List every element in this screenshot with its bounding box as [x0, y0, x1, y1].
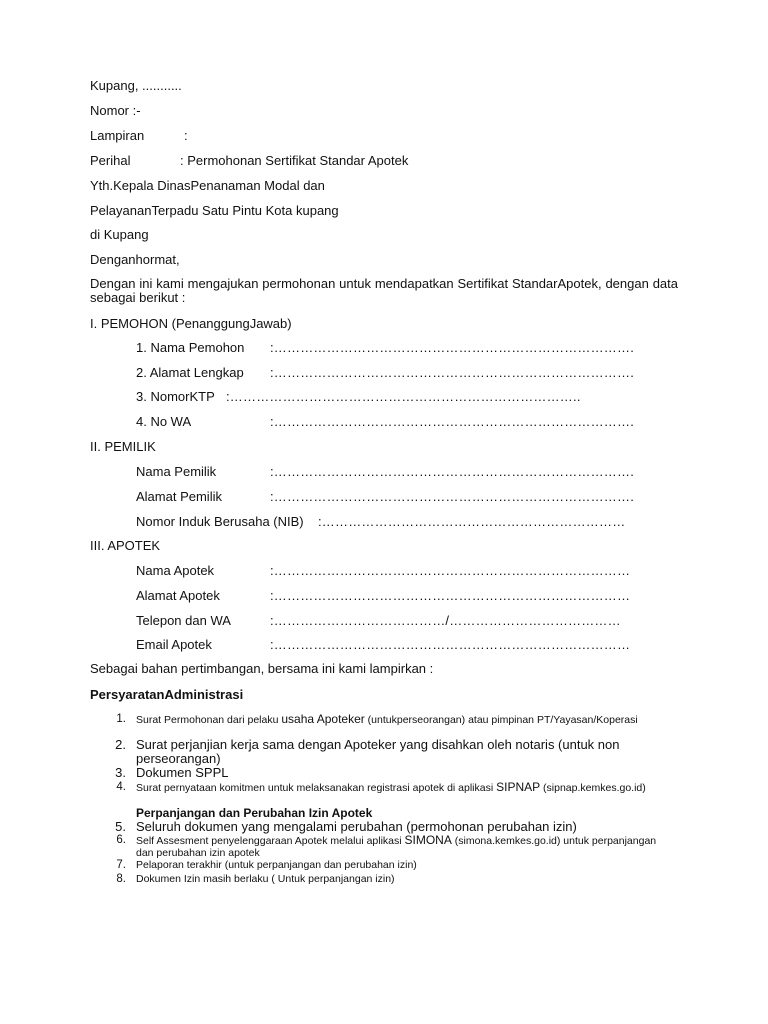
field-label: Telepon dan WA [136, 613, 231, 628]
letter-number: Nomor :- [90, 103, 141, 118]
field-label: Nama Pemilik [136, 464, 217, 479]
list-number: 3. [115, 765, 126, 780]
list-item: Surat perjanjian kerja sama dengan Apoteker yang disahkan oleh notaris (untuk non perseorangan) [136, 737, 620, 766]
field-label: Alamat Apotek [136, 588, 220, 603]
list-item: Self Assesment penyelenggaraan Apotek melalui aplikasi SIMONA (simona.kemkes.go.id) untuk perpanjangan dan perubahan izin apotek [136, 833, 657, 859]
subject-label: Perihal [90, 153, 131, 168]
field-label: 4. No WA [136, 414, 192, 429]
list-number: 7. [116, 859, 126, 871]
fill-in-dots: :………………………………………………………………………. [270, 340, 635, 355]
fill-in-dots: :………………………………………………………………………. [270, 414, 635, 429]
section-pharmacy-title: III. APOTEK [90, 538, 161, 553]
field-label: Email Apotek [136, 637, 212, 652]
list-number: 1. [116, 713, 126, 725]
greeting: Denganhormat, [90, 252, 180, 267]
list-item: Dokumen SPPL [136, 765, 229, 780]
fill-in-dots: :………………………………………………………………………. [270, 464, 635, 479]
section-owner-title: II. PEMILIK [90, 439, 156, 454]
field-label: 3. NomorKTP [136, 389, 215, 404]
list-item: Surat pernyataan komitmen untuk melaksanakan registrasi apotek di aplikasi SIPNAP (sipnap.kemkes.go.id) [136, 780, 646, 794]
fill-in-dots: :………………………………………………………………………. [270, 489, 635, 504]
fill-in-dots: :…………………………………………………………… [318, 514, 626, 529]
attachment-line [90, 128, 144, 143]
list-number: 6. [116, 834, 126, 846]
fill-in-dots: :…………………………………/………………………………… [270, 613, 621, 628]
list-item: Surat Permohonan dari pelaku usaha Apoteker (untukperseorangan) atau pimpinan PT/Yayasan/Koperasi [136, 712, 638, 726]
list-item: Pelaporan terakhir (untuk perpanjangan dan perubahan izin) [136, 859, 417, 871]
list-item: Seluruh dokumen yang mengalami perubahan (permohonan perubahan izin) [136, 819, 577, 834]
requirements-title: PersyaratanAdministrasi [90, 687, 244, 702]
list-number: 5. [115, 819, 126, 834]
intro-paragraph: Dengan ini kami mengajukan permohonan untuk mendapatkan Sertifikat StandarApotek, dengan data sebagai berikut : [90, 276, 678, 305]
recipient-line-2: PelayananTerpadu Satu Pintu Kota kupang [90, 203, 339, 218]
renewal-title: Perpanjangan dan Perubahan Izin Apotek [136, 806, 373, 820]
field-label: 1. Nama Pemohon [136, 340, 245, 355]
field-label: Nama Apotek [136, 563, 215, 578]
section-applicant-title: I. PEMOHON (PenanggungJawab) [90, 316, 292, 331]
place-date: Kupang, ........... [90, 78, 182, 93]
attachment-label: Lampiran [90, 128, 145, 143]
recipient-line-1: Yth.Kepala DinasPenanaman Modal dan [90, 178, 325, 193]
recipient-line-3: di Kupang [90, 227, 149, 242]
fill-in-dots: :…………………………………………………………………….. [226, 389, 581, 404]
field-label: Nomor Induk Berusaha (NIB) [136, 514, 304, 529]
list-number: 8. [116, 873, 126, 885]
list-item: Dokumen Izin masih berlaku ( Untuk perpanjangan izin) [136, 873, 395, 885]
list-number: 2. [115, 737, 126, 752]
attachments-intro: Sebagai bahan pertimbangan, bersama ini kami lampirkan : [90, 661, 434, 676]
field-label: Alamat Pemilik [136, 489, 222, 504]
attachment-value: : [184, 128, 188, 143]
list-number: 4. [116, 781, 126, 793]
fill-in-dots: :……………………………………………………………………… [270, 637, 631, 652]
fill-in-dots: :………………………………………………………………………. [270, 365, 635, 380]
fill-in-dots: :……………………………………………………………………… [270, 563, 631, 578]
fill-in-dots: :……………………………………………………………………… [270, 588, 631, 603]
field-label: 2. Alamat Lengkap [136, 365, 244, 380]
subject-value: : Permohonan Sertifikat Standar Apotek [180, 153, 409, 168]
